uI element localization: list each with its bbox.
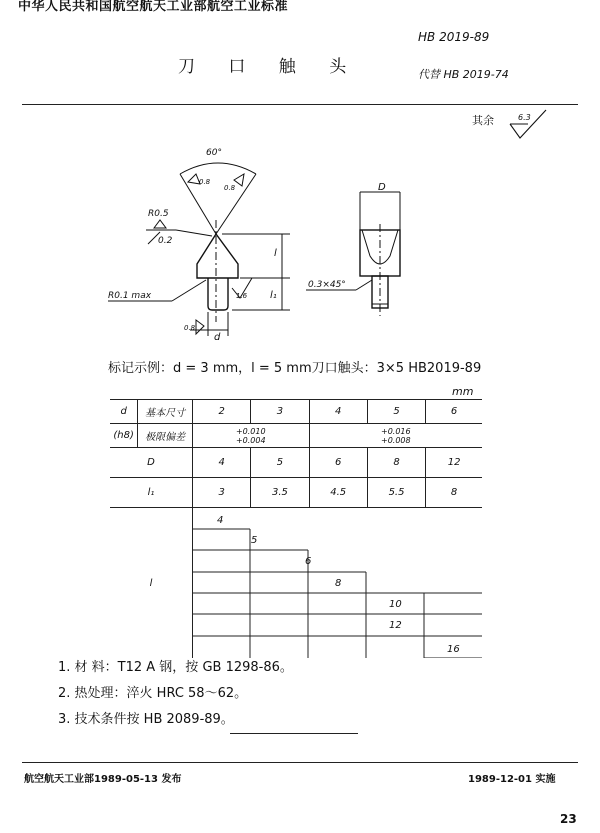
l-value: 4 [216,515,224,526]
table-cell-h8: (h8) [110,424,138,448]
table-cell: 5 [251,448,309,478]
table-cell: 8 [367,448,425,478]
dim-d-text: d [214,332,221,343]
angle-text: 60° [206,148,222,158]
unit-label: mm [452,385,474,398]
roughness-right-text: 0.8 [224,184,236,192]
table-header-deviation: 极限偏差 [138,424,193,448]
table-cell-deviation: +0.010 +0.004 [192,424,309,448]
roughness-label: 其余 [472,114,494,127]
radius-label: R0.5 [148,209,169,219]
dim-l1-text: l₁ [270,290,277,301]
table-cell: 4 [309,400,367,424]
l-value: 10 [388,599,402,610]
table-cell: 6 [309,448,367,478]
chamfer-label: 0.3×45° [308,280,346,290]
table-header-basic: 基本尺寸 [138,400,193,424]
table-row-label: D [110,448,192,478]
l-value: 16 [446,644,460,655]
roughness-bottom-text: 0.8 [184,324,196,332]
shank-profile [208,278,228,310]
table-cell: 6 [426,400,482,424]
angle-line-right [216,174,256,234]
l-staircase-cell [192,508,482,659]
table-cell: 3.5 [251,478,309,508]
roughness-value: 6.3 [518,113,531,122]
table-cell: 5.5 [367,478,425,508]
note-item: 3. 技术条件按 HB 2089-89。 [58,712,234,727]
roughness-symbol [506,108,554,142]
table-cell: 8 [426,478,482,508]
part-drawing [100,140,430,350]
footer-rule [22,762,578,763]
technical-notes [58,655,293,733]
roughness-triangle-bottom [196,320,204,334]
l-value: 8 [334,578,342,589]
tip-profile [197,234,238,278]
marking-example: 标记示例：d = 3 mm，l = 5 mm刀口触头：3×5 HB2019-89 [108,361,482,376]
dim-D-text: D [378,182,386,193]
table-row-label: l [110,508,192,659]
l-value: 6 [304,556,312,567]
issuing-organization: 中华人民共和国航空航天工业部航空工业标准 [18,0,289,14]
note-item: 2. 热处理：淬火 HRC 58～62。 [58,686,248,701]
dim-l-text: l [274,248,277,259]
fillet-label: R0.1 max [108,291,152,301]
table-cell-deviation: +0.016 +0.008 [309,424,482,448]
table-row-label: l₁ [110,478,192,508]
roughness-triangle-right [234,174,244,186]
table-cell: 12 [426,448,482,478]
l-value: 12 [388,620,402,631]
l-staircase [193,508,482,658]
l-value: 5 [250,535,258,546]
note-item: 1. 材 料：T12 A 钢，按 GB 1298-86。 [58,660,293,675]
dimension-table [110,399,482,658]
table-cell: 5 [367,400,425,424]
roughness-16-text: 1.6 [236,292,248,300]
table-cell: 2 [192,400,250,424]
table-cell: 3 [192,478,250,508]
roughness-triangle-r05 [154,220,166,228]
table-cell-d: d [110,400,138,424]
header-rule [22,104,578,105]
page-number: 23 [560,812,577,826]
end-rule [230,733,358,734]
replaced-standard: 代替 HB 2019-74 [418,68,509,81]
document-title: 刀 口 触 头 [178,57,361,77]
standard-number: HB 2019-89 [418,30,490,44]
table-cell: 4 [192,448,250,478]
table-cell: 3 [251,400,309,424]
angle-arc [180,163,256,174]
table-cell: 4.5 [309,478,367,508]
issue-date: 航空航天工业部1989-05-13 发布 [24,774,182,785]
angle-line-left [180,174,216,234]
roughness-left-text: 0.8 [199,178,211,186]
implementation-date: 1989-12-01 实施 [468,774,556,785]
roughness-02-text: 0.2 [158,236,173,246]
